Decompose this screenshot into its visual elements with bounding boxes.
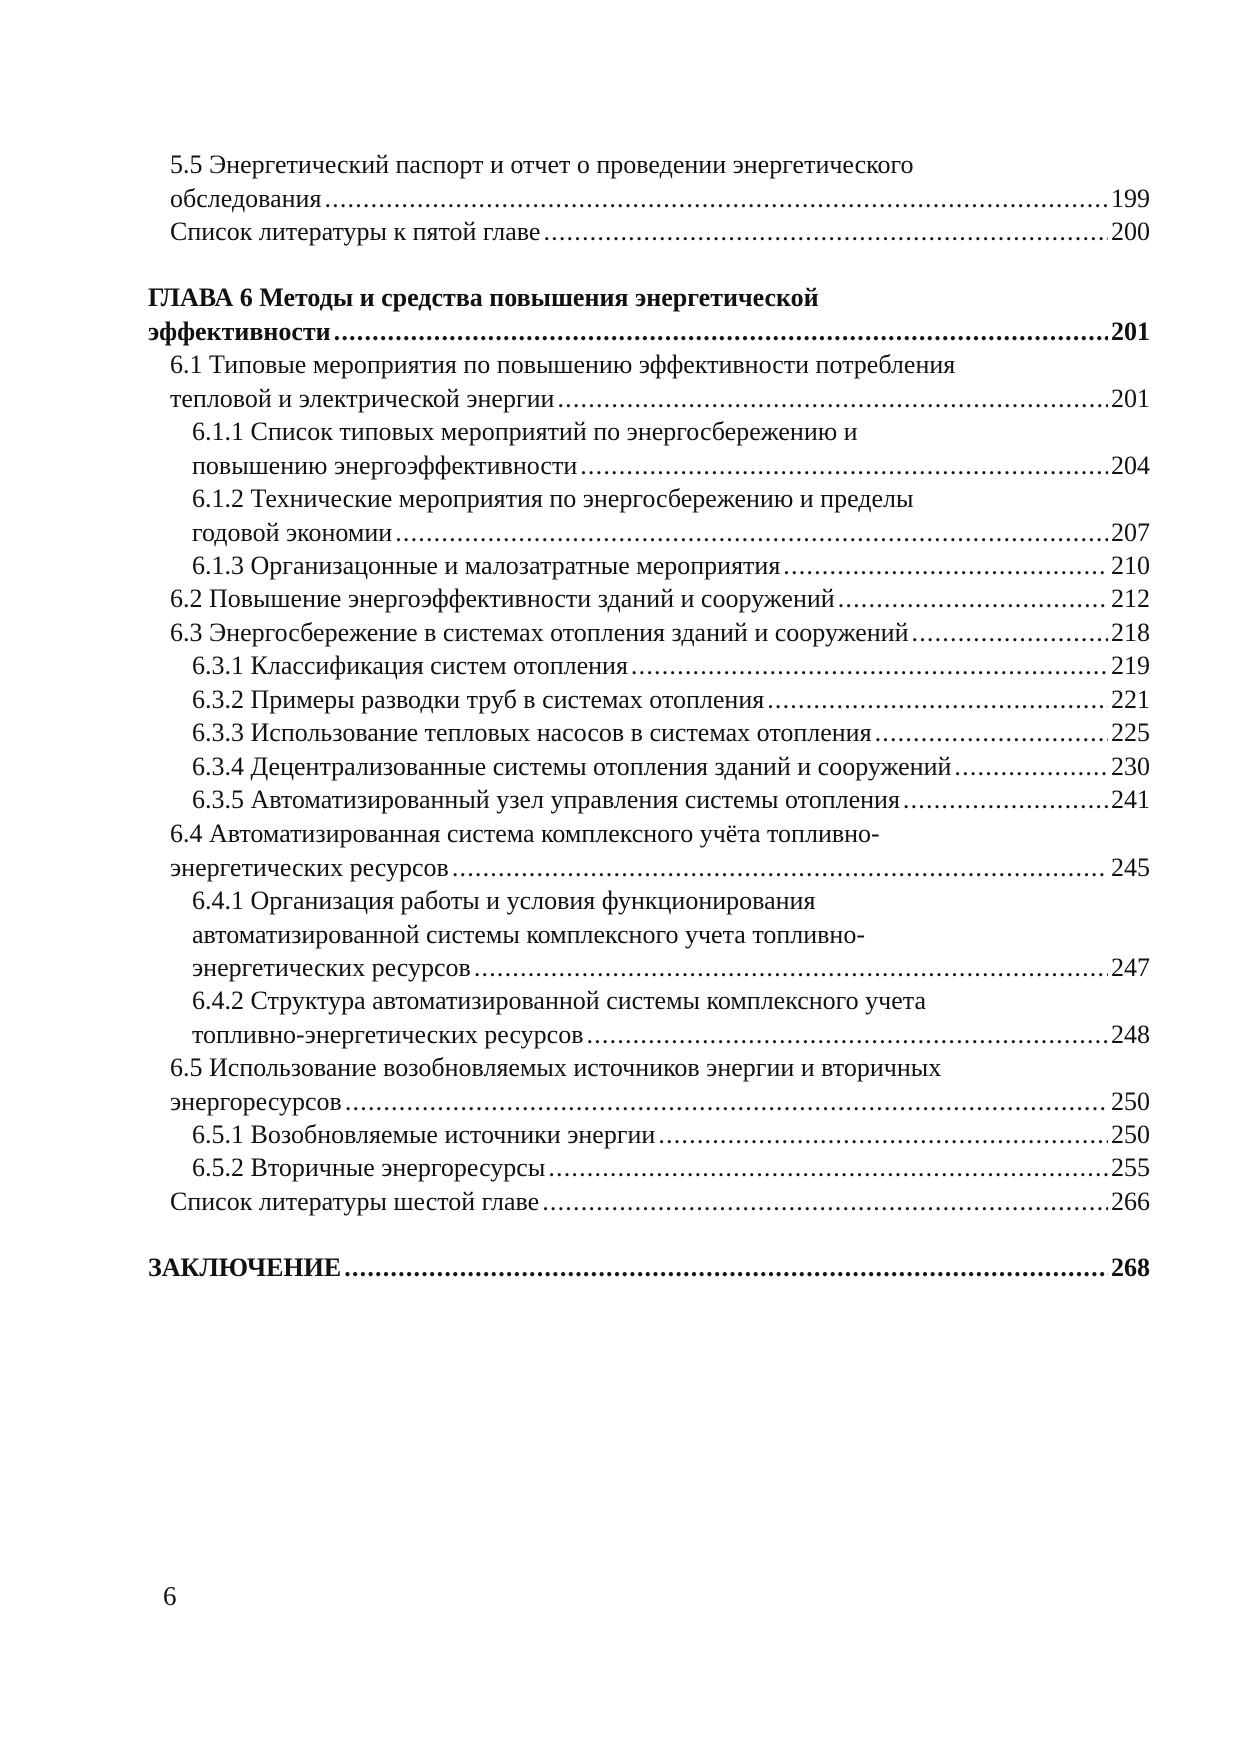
toc-entry-text: 6.5.2 Вторичные энергоресурсы xyxy=(192,1153,546,1182)
dot-leader xyxy=(580,449,1108,483)
toc-page-number: 199 xyxy=(1111,183,1150,213)
toc-entry-6-1-3[interactable] xyxy=(192,549,1150,583)
toc-entry-text: 6.3.1 Классификация систем отопления xyxy=(192,651,628,680)
toc-page-number: 200 xyxy=(1111,217,1150,246)
toc-page-number: 248 xyxy=(1111,1019,1150,1049)
dot-leader xyxy=(658,1118,1108,1152)
toc-entry-6-4-2[interactable] xyxy=(192,984,1150,1051)
toc-entry-ch6-references[interactable] xyxy=(170,1185,1150,1219)
toc-page-number: 201 xyxy=(1111,383,1150,413)
toc-entry-6-4-1[interactable] xyxy=(192,884,1150,985)
toc-entry-6-3-3[interactable] xyxy=(192,716,1150,750)
toc-entry-ch5-references[interactable] xyxy=(170,215,1150,249)
toc-entry-text: ЗАКЛЮЧЕНИЕ xyxy=(148,1253,342,1282)
toc-entry-6-1-1[interactable] xyxy=(192,415,1150,482)
toc-entry-text: 6.5.1 Возобновляемые источники энергии xyxy=(192,1120,656,1149)
toc-entry-text: 6.1.2 Технические мероприятия по энергосбережению и пределы xyxy=(192,484,914,513)
toc-entry-text: тепловой и электрической энергии xyxy=(170,383,555,413)
dot-leader xyxy=(324,182,1108,216)
toc-entry-6-5-2[interactable] xyxy=(192,1151,1150,1185)
toc-entry-6-3-1[interactable] xyxy=(192,649,1150,683)
dot-leader xyxy=(912,616,1109,650)
toc-page-number: 241 xyxy=(1111,785,1150,814)
toc-entry-text: 5.5 Энергетический паспорт и отчет о проведении энергетического xyxy=(170,150,914,179)
toc-page-number: 245 xyxy=(1111,852,1150,882)
toc-page-number: 221 xyxy=(1111,685,1150,714)
toc-page-number: 207 xyxy=(1111,517,1150,547)
toc-entry-text: 6.1.1 Список типовых мероприятий по энергосбережению и xyxy=(192,417,858,446)
dot-leader xyxy=(452,851,1108,885)
dot-leader xyxy=(783,549,1108,583)
toc-entry-6-4[interactable] xyxy=(170,817,1150,884)
dot-leader xyxy=(543,215,1108,249)
dot-leader xyxy=(548,1151,1108,1185)
dot-leader xyxy=(345,1085,1108,1119)
toc-entry-5-5[interactable] xyxy=(170,148,1150,215)
toc-entry-text: 6.4.2 Структура автоматизированной системы комплексного учета xyxy=(192,986,927,1015)
toc-entry-text: энергетических ресурсов xyxy=(170,852,449,882)
toc-entry-text: Список литературы к пятой главе xyxy=(170,217,541,246)
toc-page-number: 225 xyxy=(1111,718,1150,747)
toc-entry-text: 6.3 Энергосбережение в системах отопления зданий и сооружений xyxy=(170,618,909,647)
toc-page-number: 255 xyxy=(1111,1153,1150,1182)
dot-leader xyxy=(474,951,1108,985)
toc-entry-text: 6.1.3 Организацонные и малозатратные мероприятия xyxy=(192,551,781,580)
dot-leader xyxy=(395,516,1108,550)
toc-entry-text: 6.5 Использование возобновляемых источников энергии и вторичных xyxy=(170,1053,942,1082)
dot-leader xyxy=(954,750,1108,784)
toc-entry-text: Список литературы шестой главе xyxy=(170,1187,540,1216)
toc-entry-text: топливно-энергетических ресурсов xyxy=(192,1019,584,1049)
toc-entry-6-3-2[interactable] xyxy=(192,683,1150,717)
toc-entry-text: 6.2 Повышение энергоэффективности зданий и сооружений xyxy=(170,584,835,613)
toc-entry-text: 6.3.4 Децентрализованные системы отопления зданий и сооружений xyxy=(192,752,952,781)
toc-page-number: 212 xyxy=(1111,584,1150,613)
dot-leader xyxy=(557,382,1108,416)
toc-entry-6-1[interactable] xyxy=(170,348,1150,415)
toc-entry-text: энергетических ресурсов xyxy=(192,953,471,982)
toc-entry-conclusion[interactable] xyxy=(148,1251,1150,1285)
toc-entry-6-2[interactable] xyxy=(170,582,1150,616)
toc-page-number: 210 xyxy=(1111,551,1150,580)
dot-leader xyxy=(875,716,1108,750)
toc-page-number: 204 xyxy=(1111,450,1150,480)
toc-page-number: 250 xyxy=(1111,1120,1150,1149)
dot-leader xyxy=(903,783,1108,817)
toc-entry-text: обследования xyxy=(170,183,322,213)
toc-entry-6-1-2[interactable] xyxy=(192,482,1150,549)
page-number: 6 xyxy=(163,1581,177,1611)
dot-leader xyxy=(586,1018,1108,1052)
toc-entry-6-5-1[interactable] xyxy=(192,1118,1150,1152)
toc-page-number: 219 xyxy=(1111,651,1150,680)
toc-entry-text: 6.3.5 Автоматизированный узел управления системы отопления xyxy=(192,785,900,814)
toc-page-number: 218 xyxy=(1111,618,1150,647)
toc-entry-text: годовой экономии xyxy=(192,517,393,547)
toc-entry-6-3-5[interactable] xyxy=(192,783,1150,817)
toc-entry-text: энергоресурсов xyxy=(170,1086,342,1116)
toc-page-number: 266 xyxy=(1111,1187,1150,1216)
toc-entry-text: ГЛАВА 6 Методы и средства повышения энергетической xyxy=(148,283,819,312)
toc-entry-text: эффективности xyxy=(148,316,331,346)
toc-entry-text: 6.3.3 Использование тепловых насосов в системах отопления xyxy=(192,718,872,747)
toc-entry-text: 6.3.2 Примеры разводки труб в системах отопления xyxy=(192,685,765,714)
toc-entry-6-3-4[interactable] xyxy=(192,750,1150,784)
dot-leader xyxy=(334,315,1108,349)
dot-leader xyxy=(542,1185,1108,1219)
toc-entry-6-5[interactable] xyxy=(170,1051,1150,1118)
toc-page-number: 250 xyxy=(1111,1086,1150,1116)
toc-page-number: 201 xyxy=(1111,316,1150,346)
dot-leader xyxy=(838,582,1108,616)
dot-leader xyxy=(767,683,1108,717)
toc-entry-text: 6.1 Типовые мероприятия по повышению эффективности потребления xyxy=(170,350,956,379)
toc-page-number: 268 xyxy=(1111,1253,1150,1282)
toc-entry-chapter-6[interactable] xyxy=(148,281,1150,348)
toc-entry-text: 6.4 Автоматизированная система комплексного учёта топливно- xyxy=(170,819,880,848)
dot-leader xyxy=(344,1251,1108,1285)
toc-entry-6-3[interactable] xyxy=(170,616,1150,650)
toc-entry-text: 6.4.1 Организация работы и условия функционирования xyxy=(192,886,816,915)
toc-page-number: 230 xyxy=(1111,752,1150,781)
toc-entry-text: повышению энергоэффективности xyxy=(192,450,578,480)
toc-page-number: 247 xyxy=(1111,953,1150,982)
dot-leader xyxy=(631,649,1108,683)
toc-entry-text: автоматизированной системы комплексного учета топливно- xyxy=(192,919,865,949)
